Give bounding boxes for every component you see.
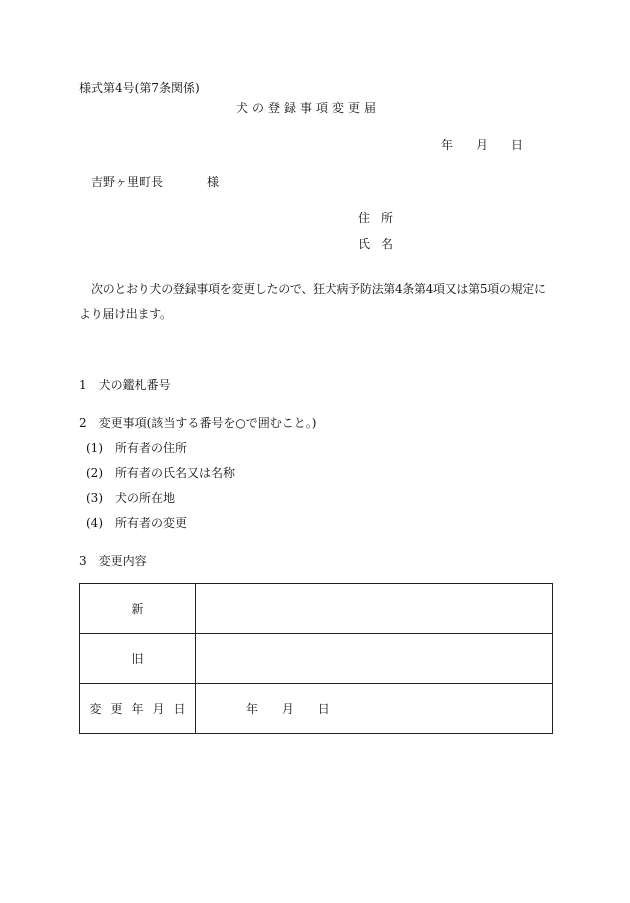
- new-label-cell: [80, 584, 196, 634]
- address-label: 住所: [358, 211, 405, 225]
- table-row-date: [80, 684, 553, 734]
- document-title: 犬の登録事項変更届: [236, 101, 381, 115]
- date-day-label: 日: [511, 138, 524, 152]
- addressee-honorific: 様: [207, 175, 220, 189]
- change-content-table: [79, 583, 553, 734]
- change-item-1: (1) 所有者の住所: [86, 441, 187, 455]
- change-item-4: (4) 所有者の変更: [86, 516, 187, 530]
- body-paragraph: 次のとおり犬の登録事項を変更したので、狂犬病予防法第4条第4項又は第5項の規定により届け出ます。: [79, 282, 546, 321]
- date-year-label: 年: [441, 138, 454, 152]
- table-row-new: [80, 584, 553, 634]
- change-date-month: 月: [281, 702, 294, 716]
- old-label-cell: [80, 634, 196, 684]
- date-month-label: 月: [476, 138, 489, 152]
- new-label: 新: [131, 602, 144, 616]
- new-value-cell[interactable]: [196, 584, 553, 634]
- section-3-heading: 3 変更内容: [79, 554, 147, 568]
- form-number: 様式第4号(第7条関係): [79, 81, 200, 95]
- change-date-label-cell: [80, 684, 196, 734]
- change-date-year: 年: [246, 702, 259, 716]
- table-row-old: [80, 634, 553, 684]
- name-label: 氏名: [358, 237, 405, 251]
- change-item-3: (3) 犬の所在地: [86, 491, 175, 505]
- old-label: 旧: [131, 652, 144, 666]
- change-date-label: 変更年月日: [89, 702, 195, 716]
- change-date-value-cell[interactable]: [196, 684, 553, 734]
- change-date-day: 日: [317, 702, 330, 716]
- change-item-2: (2) 所有者の氏名又は名称: [86, 466, 235, 480]
- section-1-heading: 1 犬の鑑札番号: [79, 378, 171, 392]
- old-value-cell[interactable]: [196, 634, 553, 684]
- addressee-name: 吉野ヶ里町長: [91, 175, 164, 189]
- section-2-heading: 2 変更事項(該当する番号を○で囲むこと。): [79, 416, 317, 430]
